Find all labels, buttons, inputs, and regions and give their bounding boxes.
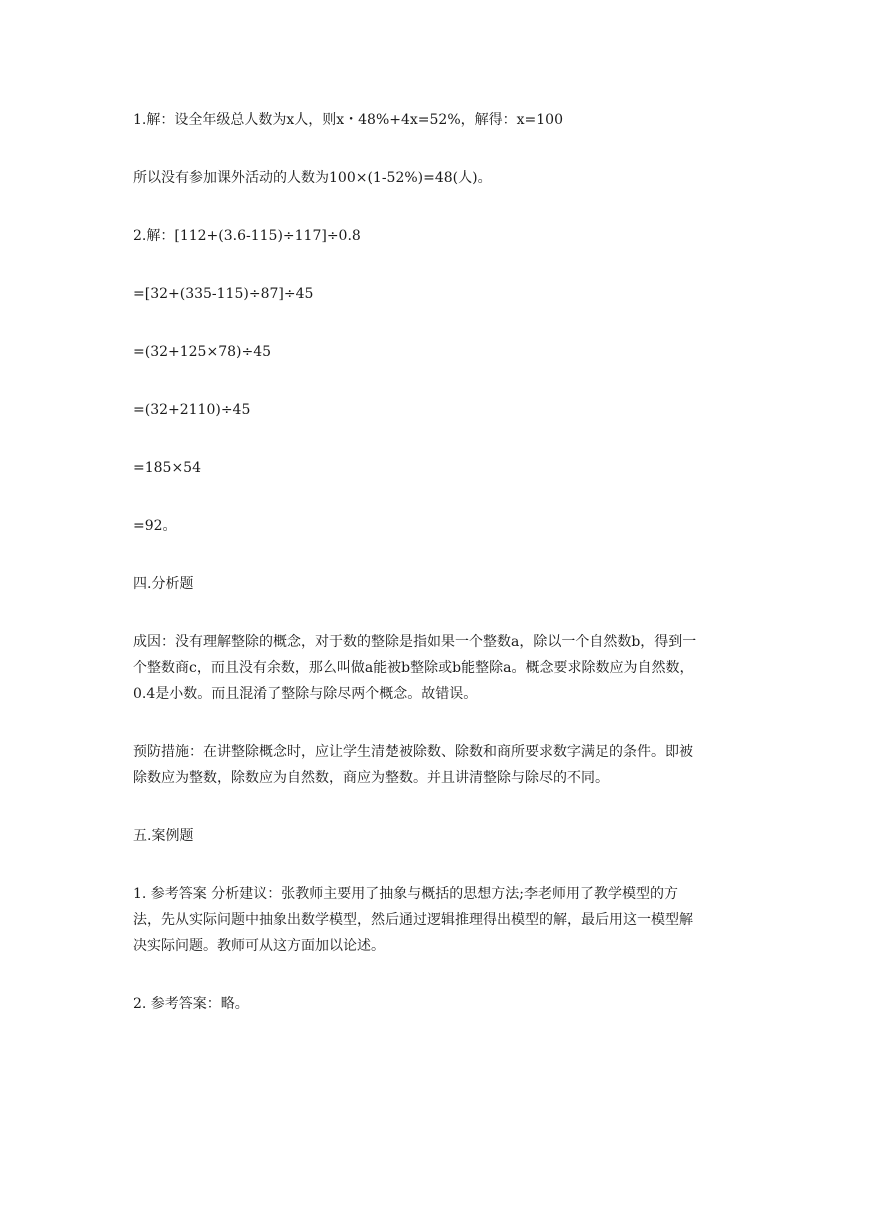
q1-conclusion-line: 所以没有参加课外活动的人数为100×(1-52%)=48(人)。: [133, 170, 492, 186]
case-answer-1-line: 1. 参考答案 分析建议：张教师主要用了抽象与概括的思想方法;李老师用了教学模型的方: [133, 886, 678, 902]
section-heading-analysis: 四.分析题: [133, 576, 194, 592]
q2-solution-line: 2.解：[112+(3.6-115)÷117]÷0.8: [133, 228, 361, 244]
q2-step-2: =(32+125×78)÷45: [133, 344, 272, 360]
document-body: [133, 107, 743, 1049]
q1-solution-line: 1.解：设全年级总人数为x人，则x・48%+4x=52%，解得：x=100: [133, 112, 563, 128]
analysis-cause-line: 0.4是小数。而且混淆了整除与除尽两个概念。故错误。: [133, 686, 478, 702]
analysis-cause-line: 成因：没有理解整除的概念，对于数的整除是指如果一个整数a，除以一个自然数b，得到一: [133, 634, 697, 650]
q2-step-5: =92。: [133, 518, 177, 534]
analysis-prevention-paragraph: [133, 739, 743, 791]
q2-step-1: =[32+(335-115)÷87]÷45: [133, 286, 314, 302]
q2-step-4: =185×54: [133, 460, 201, 476]
section-heading-cases: 五.案例题: [133, 828, 194, 844]
analysis-cause-paragraph: [133, 629, 743, 707]
analysis-prevention-line: 除数应为整数，除数应为自然数，商应为整数。并且讲清整除与除尽的不同。: [133, 770, 609, 786]
q2-step-3: =(32+2110)÷45: [133, 402, 251, 418]
case-answer-2: 2. 参考答案：略。: [133, 996, 249, 1012]
analysis-prevention-line: 预防措施：在讲整除概念时，应让学生清楚被除数、除数和商所要求数字满足的条件。即被: [133, 744, 693, 760]
analysis-cause-line: 个整数商c，而且没有余数，那么叫做a能被b整除或b能整除a。概念要求除数应为自然数，: [133, 660, 694, 676]
case-answer-1-line: 决实际问题。教师可从这方面加以论述。: [133, 938, 385, 954]
case-answer-1-line: 法，先从实际问题中抽象出数学模型，然后通过逻辑推理得出模型的解，最后用这一模型解: [133, 912, 693, 928]
case-answer-1-paragraph: [133, 881, 743, 959]
